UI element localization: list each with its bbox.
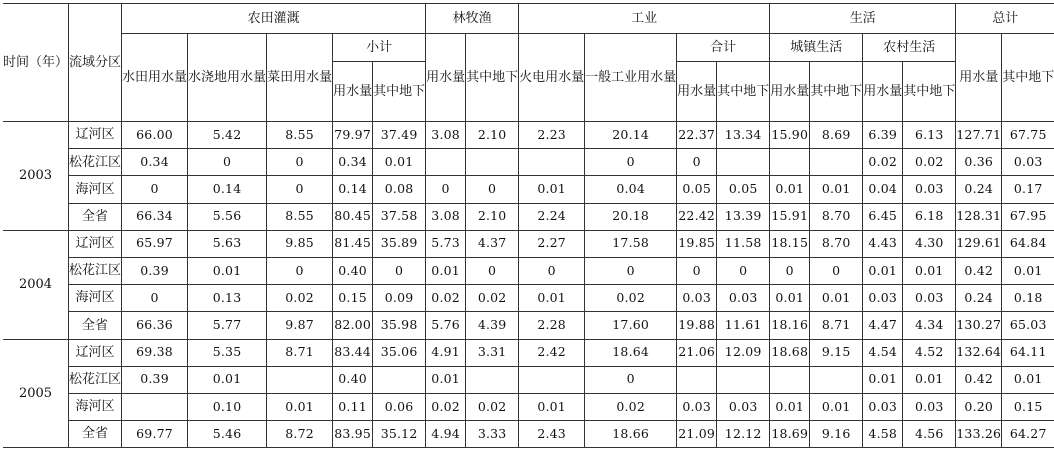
header-industry-total-use: 用水量	[677, 62, 717, 122]
value-cell: 0.01	[810, 285, 863, 312]
value-cell: 5.46	[188, 421, 267, 448]
value-cell	[426, 149, 466, 176]
value-cell: 8.71	[810, 312, 863, 339]
value-cell: 18.64	[585, 339, 677, 366]
table-row	[3, 285, 1054, 312]
value-cell: 13.39	[717, 203, 770, 230]
value-cell: 0.18	[1002, 285, 1054, 312]
value-cell: 18.16	[770, 312, 810, 339]
table-row	[3, 312, 1054, 339]
value-cell	[466, 149, 519, 176]
value-cell: 21.06	[677, 339, 717, 366]
value-cell: 9.15	[810, 339, 863, 366]
value-cell: 19.85	[677, 230, 717, 257]
value-cell: 3.08	[426, 203, 466, 230]
table-row	[3, 122, 1054, 149]
table-row	[3, 230, 1054, 257]
value-cell: 3.33	[466, 421, 519, 448]
value-cell: 20.14	[585, 122, 677, 149]
table-row	[3, 257, 1054, 284]
table-row	[3, 421, 1054, 448]
value-cell: 0.01	[863, 257, 903, 284]
value-cell: 3.31	[466, 339, 519, 366]
value-cell: 0	[677, 149, 717, 176]
value-cell: 6.18	[903, 203, 956, 230]
value-cell: 0.40	[333, 257, 373, 284]
value-cell: 0.02	[863, 149, 903, 176]
value-cell: 4.43	[863, 230, 903, 257]
value-cell: 19.88	[677, 312, 717, 339]
value-cell: 64.27	[1002, 421, 1054, 448]
value-cell	[717, 366, 770, 393]
value-cell	[267, 366, 333, 393]
basin-cell: 松花江区	[69, 366, 122, 393]
header-vegetable: 菜田用水量	[267, 34, 333, 122]
value-cell: 0	[267, 149, 333, 176]
value-cell: 9.16	[810, 421, 863, 448]
value-cell	[810, 366, 863, 393]
value-cell: 8.71	[267, 339, 333, 366]
value-cell: 4.94	[426, 421, 466, 448]
header-urban-use: 用水量	[770, 62, 810, 122]
header-rural-use: 用水量	[863, 62, 903, 122]
year-cell: 2005	[3, 339, 69, 448]
value-cell: 0.14	[188, 176, 267, 203]
value-cell: 0.01	[903, 257, 956, 284]
value-cell: 37.58	[373, 203, 426, 230]
value-cell: 0.01	[770, 176, 810, 203]
table-row	[3, 339, 1054, 366]
header-subtotal: 小计	[333, 34, 426, 62]
value-cell: 0.39	[122, 257, 188, 284]
value-cell: 0.42	[956, 257, 1002, 284]
value-cell: 0.24	[956, 176, 1002, 203]
basin-cell: 全省	[69, 421, 122, 448]
value-cell: 35.89	[373, 230, 426, 257]
value-cell: 0	[426, 176, 466, 203]
value-cell: 20.18	[585, 203, 677, 230]
value-cell: 4.30	[903, 230, 956, 257]
value-cell: 8.70	[810, 230, 863, 257]
value-cell: 0	[122, 285, 188, 312]
table-row	[3, 149, 1054, 176]
value-cell: 0.04	[585, 176, 677, 203]
value-cell: 0.15	[1002, 393, 1054, 420]
value-cell: 0	[188, 149, 267, 176]
basin-cell: 海河区	[69, 176, 122, 203]
basin-cell: 辽河区	[69, 339, 122, 366]
value-cell: 0.02	[426, 285, 466, 312]
value-cell: 66.00	[122, 122, 188, 149]
value-cell: 0.01	[426, 366, 466, 393]
value-cell: 0.03	[677, 393, 717, 420]
value-cell: 8.70	[810, 203, 863, 230]
value-cell: 4.47	[863, 312, 903, 339]
value-cell: 0.03	[717, 285, 770, 312]
value-cell: 2.42	[519, 339, 585, 366]
value-cell: 0	[677, 257, 717, 284]
value-cell: 0.39	[122, 366, 188, 393]
header-forestry-use: 用水量	[426, 34, 466, 122]
value-cell: 82.00	[333, 312, 373, 339]
basin-cell: 松花江区	[69, 257, 122, 284]
header-general-industry: 一般工业用水量	[585, 34, 677, 122]
value-cell: 0.02	[267, 285, 333, 312]
header-irrigation: 农田灌溉	[122, 4, 426, 34]
basin-cell: 海河区	[69, 285, 122, 312]
value-cell: 0.03	[863, 285, 903, 312]
value-cell: 65.03	[1002, 312, 1054, 339]
value-cell: 4.52	[903, 339, 956, 366]
value-cell: 4.54	[863, 339, 903, 366]
value-cell: 0.01	[863, 366, 903, 393]
value-cell: 6.39	[863, 122, 903, 149]
basin-cell: 辽河区	[69, 122, 122, 149]
value-cell: 17.60	[585, 312, 677, 339]
value-cell: 9.87	[267, 312, 333, 339]
value-cell	[373, 366, 426, 393]
value-cell: 3.08	[426, 122, 466, 149]
value-cell: 4.91	[426, 339, 466, 366]
value-cell: 5.35	[188, 339, 267, 366]
value-cell: 0.05	[717, 176, 770, 203]
header-urban: 城镇生活	[770, 34, 863, 62]
value-cell: 8.72	[267, 421, 333, 448]
value-cell: 4.37	[466, 230, 519, 257]
value-cell: 2.10	[466, 122, 519, 149]
value-cell: 0.01	[267, 393, 333, 420]
value-cell: 0	[717, 257, 770, 284]
value-cell: 4.58	[863, 421, 903, 448]
value-cell	[770, 366, 810, 393]
value-cell: 132.64	[956, 339, 1002, 366]
header-total-ground: 其中地下	[1002, 34, 1054, 122]
header-domestic: 生活	[770, 4, 956, 34]
value-cell: 2.43	[519, 421, 585, 448]
value-cell: 2.24	[519, 203, 585, 230]
value-cell: 0	[585, 149, 677, 176]
value-cell: 0.01	[519, 285, 585, 312]
value-cell: 17.58	[585, 230, 677, 257]
value-cell: 0	[466, 257, 519, 284]
value-cell: 69.77	[122, 421, 188, 448]
value-cell: 0.02	[585, 393, 677, 420]
value-cell: 129.61	[956, 230, 1002, 257]
table-row	[3, 176, 1054, 203]
basin-cell: 松花江区	[69, 149, 122, 176]
value-cell: 0.01	[426, 257, 466, 284]
water-use-table	[3, 3, 1054, 448]
value-cell: 0.03	[717, 393, 770, 420]
table-row	[3, 393, 1054, 420]
value-cell: 0.04	[863, 176, 903, 203]
value-cell: 0.17	[1002, 176, 1054, 203]
value-cell: 0.36	[956, 149, 1002, 176]
value-cell: 0.01	[770, 393, 810, 420]
value-cell: 127.71	[956, 122, 1002, 149]
header-irrigated-land: 水浇地用水量	[188, 34, 267, 122]
value-cell: 6.13	[903, 122, 956, 149]
year-cell: 2004	[3, 230, 69, 339]
header-subtotal-use: 用水量	[333, 62, 373, 122]
value-cell	[519, 366, 585, 393]
value-cell	[717, 149, 770, 176]
value-cell	[122, 393, 188, 420]
header-industry-total: 合计	[677, 34, 770, 62]
value-cell: 0.03	[903, 176, 956, 203]
value-cell: 6.45	[863, 203, 903, 230]
value-cell: 22.42	[677, 203, 717, 230]
table-body	[3, 122, 1054, 448]
value-cell: 0.03	[1002, 149, 1054, 176]
value-cell: 11.61	[717, 312, 770, 339]
header-total-use: 用水量	[956, 34, 1002, 122]
table-row	[3, 366, 1054, 393]
value-cell: 0.01	[1002, 366, 1054, 393]
value-cell: 67.95	[1002, 203, 1054, 230]
value-cell: 0	[267, 257, 333, 284]
value-cell: 0.01	[810, 393, 863, 420]
value-cell: 0.05	[677, 176, 717, 203]
value-cell: 8.55	[267, 122, 333, 149]
header-forestry: 林牧渔	[426, 4, 519, 34]
header-industry: 工业	[519, 4, 770, 34]
value-cell: 0.01	[188, 366, 267, 393]
value-cell: 0.24	[956, 285, 1002, 312]
value-cell: 4.56	[903, 421, 956, 448]
value-cell: 37.49	[373, 122, 426, 149]
value-cell: 18.15	[770, 230, 810, 257]
basin-cell: 全省	[69, 203, 122, 230]
header-rural-ground: 其中地下	[903, 62, 956, 122]
header-forestry-ground: 其中地下	[466, 34, 519, 122]
value-cell: 5.56	[188, 203, 267, 230]
value-cell: 0.01	[770, 285, 810, 312]
value-cell: 0.15	[333, 285, 373, 312]
value-cell: 83.44	[333, 339, 373, 366]
value-cell: 4.39	[466, 312, 519, 339]
value-cell: 0.01	[373, 149, 426, 176]
value-cell: 0.13	[188, 285, 267, 312]
value-cell: 18.68	[770, 339, 810, 366]
value-cell: 0.03	[903, 393, 956, 420]
year-cell: 2003	[3, 122, 69, 231]
value-cell: 0.42	[956, 366, 1002, 393]
value-cell	[677, 366, 717, 393]
value-cell: 0.09	[373, 285, 426, 312]
value-cell: 5.42	[188, 122, 267, 149]
value-cell: 66.36	[122, 312, 188, 339]
value-cell: 0.03	[903, 285, 956, 312]
value-cell: 0.20	[956, 393, 1002, 420]
value-cell: 8.69	[810, 122, 863, 149]
value-cell: 5.73	[426, 230, 466, 257]
value-cell: 0.03	[677, 285, 717, 312]
header-subtotal-ground: 其中地下	[373, 62, 426, 122]
value-cell: 80.45	[333, 203, 373, 230]
value-cell: 0.40	[333, 366, 373, 393]
header-industry-total-ground: 其中地下	[717, 62, 770, 122]
basin-cell: 全省	[69, 312, 122, 339]
value-cell: 66.34	[122, 203, 188, 230]
header-thermal: 火电用水量	[519, 34, 585, 122]
value-cell: 15.90	[770, 122, 810, 149]
value-cell: 2.10	[466, 203, 519, 230]
value-cell: 5.76	[426, 312, 466, 339]
value-cell: 0	[122, 176, 188, 203]
value-cell: 65.97	[122, 230, 188, 257]
value-cell: 69.38	[122, 339, 188, 366]
value-cell: 11.58	[717, 230, 770, 257]
value-cell: 35.98	[373, 312, 426, 339]
value-cell: 2.28	[519, 312, 585, 339]
value-cell: 79.97	[333, 122, 373, 149]
value-cell: 0.02	[903, 149, 956, 176]
value-cell: 18.66	[585, 421, 677, 448]
value-cell: 5.77	[188, 312, 267, 339]
value-cell: 0	[466, 176, 519, 203]
value-cell: 130.27	[956, 312, 1002, 339]
value-cell: 81.45	[333, 230, 373, 257]
value-cell: 0.06	[373, 393, 426, 420]
value-cell: 64.11	[1002, 339, 1054, 366]
value-cell: 8.55	[267, 203, 333, 230]
header-urban-ground: 其中地下	[810, 62, 863, 122]
value-cell	[770, 149, 810, 176]
value-cell: 12.12	[717, 421, 770, 448]
value-cell: 0	[267, 176, 333, 203]
basin-cell: 辽河区	[69, 230, 122, 257]
value-cell: 0.34	[122, 149, 188, 176]
value-cell: 0.01	[810, 176, 863, 203]
table-row	[3, 203, 1054, 230]
value-cell: 2.27	[519, 230, 585, 257]
basin-cell: 海河区	[69, 393, 122, 420]
value-cell: 0.02	[466, 285, 519, 312]
value-cell: 0.01	[188, 257, 267, 284]
header-basin: 流域分区	[69, 4, 122, 122]
value-cell: 0	[519, 257, 585, 284]
value-cell: 0.03	[863, 393, 903, 420]
value-cell: 128.31	[956, 203, 1002, 230]
value-cell: 13.34	[717, 122, 770, 149]
value-cell: 35.12	[373, 421, 426, 448]
value-cell: 18.69	[770, 421, 810, 448]
value-cell: 64.84	[1002, 230, 1054, 257]
value-cell: 0.01	[519, 176, 585, 203]
value-cell: 0.10	[188, 393, 267, 420]
value-cell: 0	[585, 366, 677, 393]
value-cell: 0.01	[903, 366, 956, 393]
value-cell: 0.01	[519, 393, 585, 420]
value-cell: 83.95	[333, 421, 373, 448]
value-cell: 0.01	[1002, 257, 1054, 284]
header-paddy: 水田用水量	[122, 34, 188, 122]
value-cell: 0	[585, 257, 677, 284]
header-rural: 农村生活	[863, 34, 956, 62]
value-cell: 0.02	[585, 285, 677, 312]
value-cell	[810, 149, 863, 176]
value-cell	[466, 366, 519, 393]
value-cell: 0.11	[333, 393, 373, 420]
value-cell	[519, 149, 585, 176]
value-cell: 2.23	[519, 122, 585, 149]
value-cell: 0	[810, 257, 863, 284]
value-cell: 35.06	[373, 339, 426, 366]
value-cell: 21.09	[677, 421, 717, 448]
value-cell: 22.37	[677, 122, 717, 149]
value-cell: 0	[373, 257, 426, 284]
header-total: 总计	[956, 4, 1054, 34]
header-time: 时间（年）	[3, 4, 69, 122]
value-cell: 0.14	[333, 176, 373, 203]
value-cell: 5.63	[188, 230, 267, 257]
value-cell: 0	[770, 257, 810, 284]
value-cell: 0.08	[373, 176, 426, 203]
value-cell: 12.09	[717, 339, 770, 366]
value-cell: 0.02	[466, 393, 519, 420]
value-cell: 0.02	[426, 393, 466, 420]
value-cell: 133.26	[956, 421, 1002, 448]
value-cell: 15.91	[770, 203, 810, 230]
value-cell: 67.75	[1002, 122, 1054, 149]
value-cell: 9.85	[267, 230, 333, 257]
value-cell: 4.34	[903, 312, 956, 339]
value-cell: 0.34	[333, 149, 373, 176]
